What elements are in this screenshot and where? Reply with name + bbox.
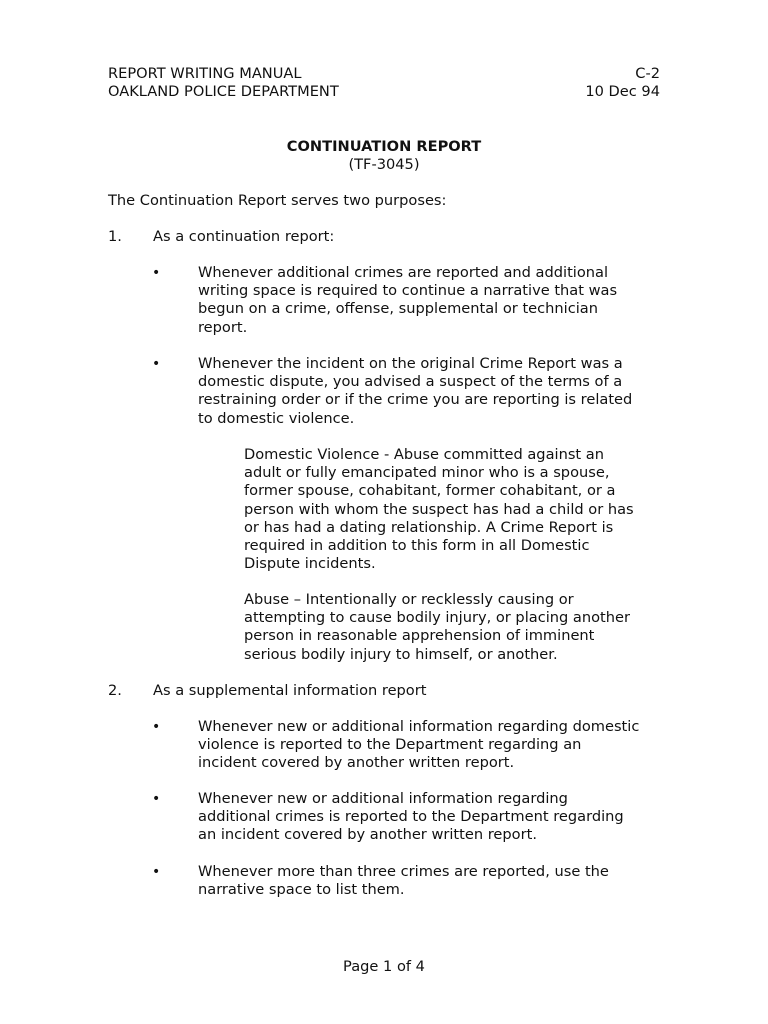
department-name: OAKLAND POLICE DEPARTMENT bbox=[108, 83, 339, 100]
bullet-icon: • bbox=[152, 265, 161, 281]
text-line: report. bbox=[198, 318, 248, 336]
manual-title: REPORT WRITING MANUAL bbox=[108, 64, 302, 82]
text-line: Whenever additional crimes are reported and additional bbox=[198, 264, 609, 281]
text-line: writing space is required to continue a narrative that was bbox=[198, 282, 618, 300]
section-2-number: 2. bbox=[108, 682, 122, 699]
text-line: Whenever the incident on the original Crime Report was a bbox=[198, 355, 623, 372]
text-line: Domestic Violence - Abuse committed against an bbox=[244, 446, 604, 463]
form-number: (TF-3045) bbox=[348, 155, 420, 173]
intro-paragraph: The Continuation Report serves two purposes: bbox=[108, 192, 447, 209]
text-line: person with whom the suspect has had a child or has bbox=[244, 500, 634, 518]
text-line: domestic dispute, you advised a suspect of the terms of a bbox=[198, 373, 623, 391]
bullet-text bbox=[198, 863, 658, 899]
bullet-text bbox=[198, 718, 658, 773]
text-line: person in reasonable apprehension of imminent bbox=[244, 627, 595, 645]
section-code: C-2 bbox=[635, 64, 660, 82]
bullet-text bbox=[198, 790, 658, 845]
text-line: restraining order or if the crime you are reporting is related bbox=[198, 391, 633, 409]
text-line: an incident covered by another written report. bbox=[198, 826, 537, 844]
text-line: violence is reported to the Department regarding an bbox=[198, 736, 582, 754]
text-line: attempting to cause bodily injury, or placing another bbox=[244, 609, 630, 627]
bullet-icon: • bbox=[152, 719, 161, 735]
page-header bbox=[108, 65, 660, 102]
text-line: begun on a crime, offense, supplemental or technician bbox=[198, 300, 598, 318]
section-2-title: As a supplemental information report bbox=[153, 682, 427, 699]
document-title: CONTINUATION REPORT bbox=[286, 137, 482, 155]
text-line: Whenever more than three crimes are reported, use the bbox=[198, 863, 609, 880]
text-line: Dispute incidents. bbox=[244, 555, 376, 573]
bullet-text bbox=[198, 264, 658, 337]
text-line: or has had a dating relationship. A Crime Report is bbox=[244, 518, 614, 536]
text-line: additional crimes is reported to the Department regarding bbox=[198, 808, 624, 826]
text-line: Abuse – Intentionally or recklessly causing or bbox=[244, 591, 574, 608]
text-line: to domestic violence. bbox=[198, 409, 355, 427]
section-1-number: 1. bbox=[108, 228, 122, 245]
text-line: former spouse, cohabitant, former cohabitant, or a bbox=[244, 482, 616, 500]
text-line: serious bodily injury to himself, or another. bbox=[244, 645, 558, 663]
text-line: Whenever new or additional information regarding domestic bbox=[198, 718, 640, 735]
text-line: adult or fully emancipated minor who is a spouse, bbox=[244, 464, 610, 482]
revision-date: 10 Dec 94 bbox=[585, 83, 660, 100]
bullet-icon: • bbox=[152, 791, 161, 807]
text-line: incident covered by another written report. bbox=[198, 754, 515, 772]
bullet-icon: • bbox=[152, 356, 161, 372]
page-number: Page 1 of 4 bbox=[343, 958, 425, 975]
text-line: narrative space to list them. bbox=[198, 881, 405, 899]
bullet-text bbox=[198, 355, 658, 428]
text-line: Whenever new or additional information regarding bbox=[198, 790, 568, 807]
domestic-violence-definition bbox=[244, 446, 664, 573]
bullet-icon: • bbox=[152, 864, 161, 880]
text-line: required in addition to this form in all Domestic bbox=[244, 537, 590, 555]
section-1-title: As a continuation report: bbox=[153, 228, 335, 245]
abuse-definition bbox=[244, 591, 664, 664]
title-block bbox=[108, 138, 660, 174]
